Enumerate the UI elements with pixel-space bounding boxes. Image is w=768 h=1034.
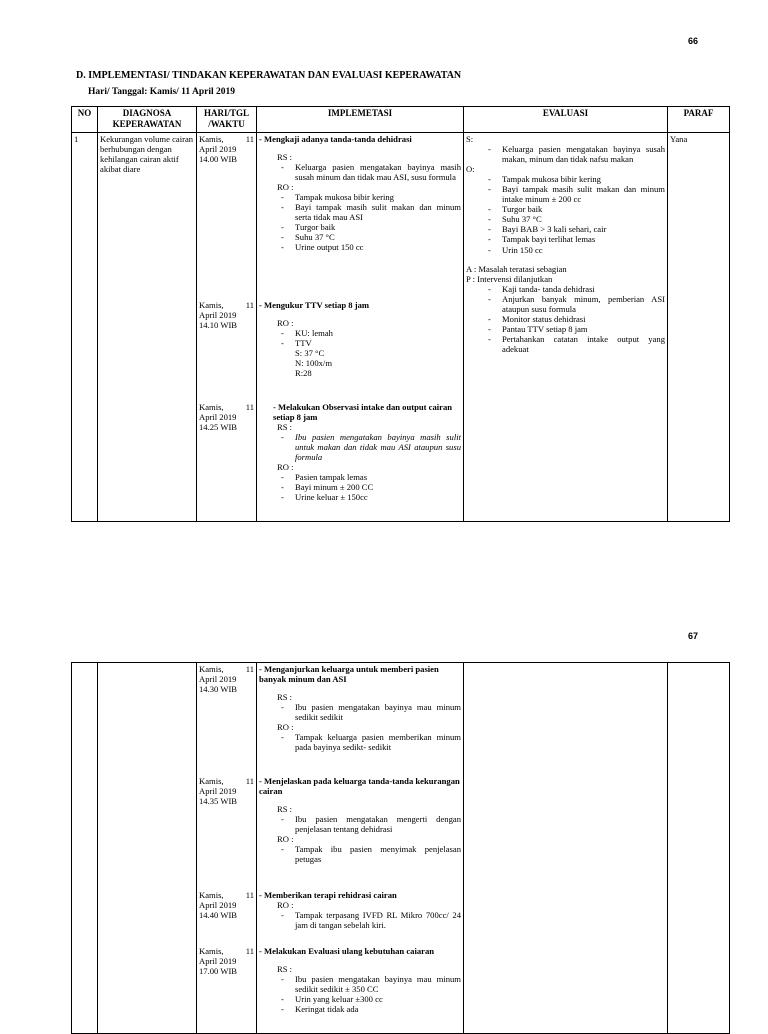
implementation-entry: - Mengkaji adanya tanda-tanda dehidrasi RS : - Keluarga pasien mengatakan bayinya masih susah minum dan tidak mau ASI, susu formula RO : - Tampak mukosa bibir kering - Bayi tampak masih sulit makan dan minum serta tidak mau ASI - Turgor baik - Suhu 37 °C - Urine output 150 cc [257, 133, 463, 299]
action-title: - Mengukur TTV setiap 8 jam [259, 300, 461, 310]
time-entry: Kamis, 11 April 2019 14.10 WIB [199, 300, 254, 331]
implementation-table-page-67 [71, 662, 730, 1034]
time-entry: Kamis, 11 April 2019 14.30 WIB [199, 664, 254, 695]
header-no: NO [72, 107, 98, 133]
action-title: - Mengkaji adanya tanda-tanda dehidrasi [259, 134, 461, 144]
header-hari: HARI/TGL /WAKTU [197, 107, 257, 133]
action-title: - Melakukan Evaluasi ulang kebutuhan caiaran [259, 946, 461, 956]
diagnosis-text: Kekurangan volume cairan berhubungan dengan kehilangan cairan aktif akibat diare [98, 133, 197, 522]
empty-evaluation-cell [464, 663, 668, 1034]
time-entry: Kamis, 11 April 2019 14.00 WIB [199, 134, 254, 165]
time-column [197, 133, 257, 522]
header-implementasi: IMPLEMETASI [257, 107, 464, 133]
header-diagnosa: DIAGNOSA KEPERAWATAN [98, 107, 197, 133]
section-heading: D. IMPLEMENTASI/ TINDAKAN KEPERAWATAN DAN EVALUASI KEPERAWATAN [76, 70, 462, 81]
implementation-entry: - Melakukan Evaluasi ulang kebutuhan caiaran RS : - Ibu pasien mengatakan bayinya mau minum sedikit sedikit ± 350 CC - Urin yang keluar ±300 cc - Keringat tidak ada [257, 945, 463, 1015]
empty-no-cell [72, 663, 98, 1034]
empty-diagnosis-cell [98, 663, 197, 1034]
date-subheading: Hari/ Tanggal: Kamis/ 11 April 2019 [88, 87, 236, 97]
implementation-entry: - Menganjurkan keluarga untuk memberi pasien banyak minum dan ASI RS : - Ibu pasien mengatakan bayinya mau minum sedikit sedikit RO : - Tampak keluarga pasien memberikan minum pada bayinya sedikt- sedikit [257, 663, 463, 775]
header-evaluasi: EVALUASI [464, 107, 668, 133]
time-entry: Kamis, 11 April 2019 17.00 WIB [199, 946, 254, 977]
implementation-column [257, 133, 464, 522]
implementation-entry: - Menjelaskan pada keluarga tanda-tanda kekurangan cairan RS : - Ibu pasien mengatakan mengerti dengan penjelasan tentang dehidrasi RO : - Tampak ibu pasien menyimak penjelasan petugas [257, 775, 463, 889]
time-column [197, 663, 257, 1034]
header-paraf: PARAF [668, 107, 730, 133]
paraf-signature: Yana [668, 133, 730, 522]
time-entry: Kamis, 11 April 2019 14.25 WIB [199, 402, 254, 433]
implementation-column [257, 663, 464, 1034]
implementation-entry: - Melakukan Observasi intake dan output cairan setiap 8 jam RS : - Ibu pasien mengatakan bayinya masih sulit untuk makan dan tidak mau ASI ataupun susu formula RO : - Pasien tampak lemas - Bayi minum ± 200 CC - Urine keluar ± 150cc [257, 401, 463, 503]
implementation-entry: - Memberikan terapi rehidrasi cairan RO : - Tampak terpasang IVFD RL Mikro 700cc/ 24 jam di tangan sebelah kiri. [257, 889, 463, 945]
action-title: - Melakukan Observasi intake dan output cairan setiap 8 jam [273, 402, 461, 422]
implementation-entry: - Mengukur TTV setiap 8 jam RO : - KU: lemah - TTV S: 37 °C N: 100x/m R:28 [257, 299, 463, 401]
time-entry: Kamis, 11 April 2019 14.40 WIB [199, 890, 254, 921]
action-title: - Menganjurkan keluarga untuk memberi pasien banyak minum dan ASI [259, 664, 461, 684]
page-number: 66 [688, 36, 699, 46]
page-number: 67 [688, 631, 699, 641]
action-title: - Menjelaskan pada keluarga tanda-tanda kekurangan cairan [259, 776, 461, 796]
row-number: 1 [72, 133, 98, 522]
time-entry: Kamis, 11 April 2019 14.35 WIB [199, 776, 254, 807]
evaluation-column: S: - Keluarga pasien mengatakan bayinya susah makan, minum dan tidak nafsu makan O: - Tampak mukosa bibir kering - Bayi tampak masih sulit makan dan minum intake minum ± 200 cc - Turgor baik - Suhu 37 °C - Bayi BAB > 3 kali sehari, cair - Tampak bayi terlihat lemas - Urin 150 cc A : Masalah teratasi sebagian P : Intervensi dilanjutkan - Kaji tanda- tanda dehidrasi - Anjurkan banyak minum, pemberian ASI ataupun susu formula - Monitor status dehidrasi - Pantau TTV setiap 8 jam - Pertahankan catatan intake output yang adekuat [464, 133, 668, 522]
implementation-table-page-66 [71, 106, 730, 522]
empty-paraf-cell [668, 663, 730, 1034]
action-title: - Memberikan terapi rehidrasi cairan [259, 890, 461, 900]
